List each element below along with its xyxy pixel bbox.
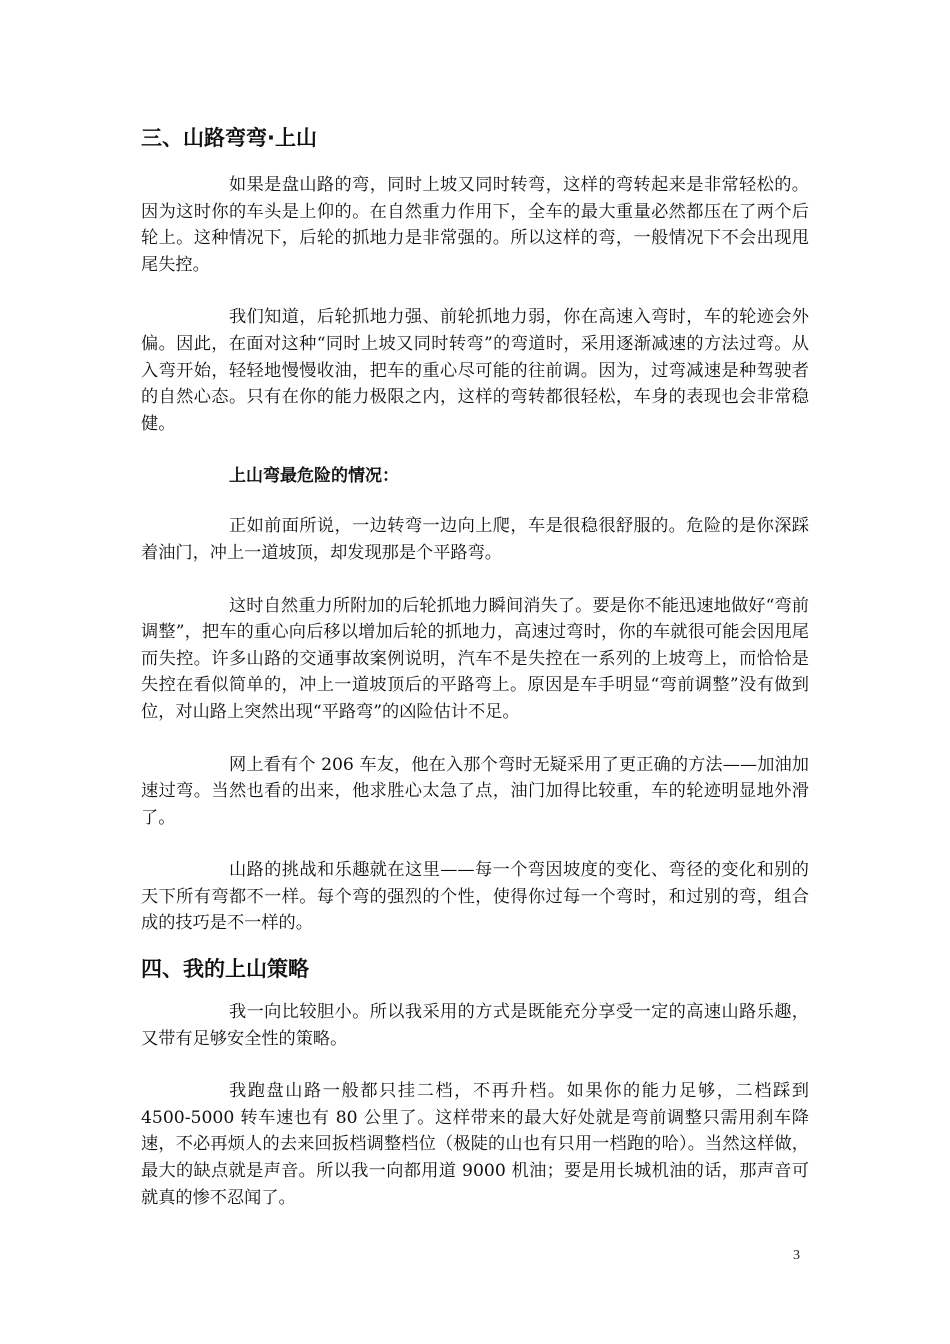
paragraph: 这时自然重力所附加的后轮抓地力瞬间消失了。要是你不能迅速地做好“弯前调整”，把车的重心向后移以增加后轮的抓地力，高速过弯时，你的车就很可能会因甩尾而失控。许多山路的交通事故案例说明，汽车不是失控在一系列的上坡弯上，而恰恰是失控在看似简单的，冲上一道坡顶后的平路弯上。原因是车手明显“弯前调整”没有做到位，对山路上突然出现“平路弯”的凶险估计不足。 bbox=[141, 595, 809, 722]
paragraph: 正如前面所说，一边转弯一边向上爬，车是很稳很舒服的。危险的是你深踩着油门，冲上一道坡顶，却发现那是个平路弯。 bbox=[141, 516, 809, 563]
paragraph: 我们知道，后轮抓地力强、前轮抓地力弱，你在高速入弯时，车的轮迹会外偏。因此，在面对这种“同时上坡又同时转弯”的弯道时，采用逐渐减速的方法过弯。从入弯开始，轻轻地慢慢收油，把车的重心尽可能的往前调。因为，过弯减速是种驾驶者的自然心态。只有在你的能力极限之内，这样的弯转都很轻松，车身的表现也会非常稳健。 bbox=[141, 307, 809, 434]
paragraph: 我一向比较胆小。所以我采用的方式是既能充分享受一定的高速山路乐趣，又带有足够安全性的策略。 bbox=[141, 1002, 809, 1049]
section-4-heading: 四、我的上山策略 bbox=[141, 957, 309, 982]
page-content bbox=[141, 120, 809, 1237]
page-number: 3 bbox=[793, 1248, 800, 1263]
paragraph: 山路的挑战和乐趣就在这里——每一个弯因坡度的变化、弯径的变化和别的天下所有弯都不一样。每个弯的强烈的个性，使得你过每一个弯时，和过别的弯，组合成的技巧是不一样的。 bbox=[141, 860, 809, 934]
uphill-danger-subheading: 上山弯最危险的情况： bbox=[229, 466, 399, 487]
section-3-heading: 三、山路弯弯·上山 bbox=[141, 126, 317, 150]
paragraph: 如果是盘山路的弯，同时上坡又同时转弯，这样的弯转起来是非常轻松的。 因为这时你的车头是上仰的。在自然重力作用下，全车的最大重量必然都压在了两个后轮上。这种情况下，后轮的抓地力是非常强的。所以这样的弯，一般情况下不会出现甩尾失控。 bbox=[141, 175, 809, 275]
paragraph: 我跑盘山路一般都只挂二档，不再升档。如果你的能力足够，二档踩到 4500-5000 转车速也有 80 公里了。这样带来的最大好处就是弯前调整只需用刹车降速，不必再烦人的去来回扳档调整档位（极陡的山也有只用一档跑的哈）。当然这样做，最大的缺点就是声音。所以我一向都用道 9000 机油；要是用长城机油的话，那声音可就真的惨不忍闻了。 bbox=[141, 1081, 809, 1208]
paragraph: 网上看有个 206 车友，他在入那个弯时无疑采用了更正确的方法——加油加速过弯。当然也看的出来，他求胜心太急了点，油门加得比较重，车的轮迹明显地外滑了。 bbox=[141, 754, 809, 828]
